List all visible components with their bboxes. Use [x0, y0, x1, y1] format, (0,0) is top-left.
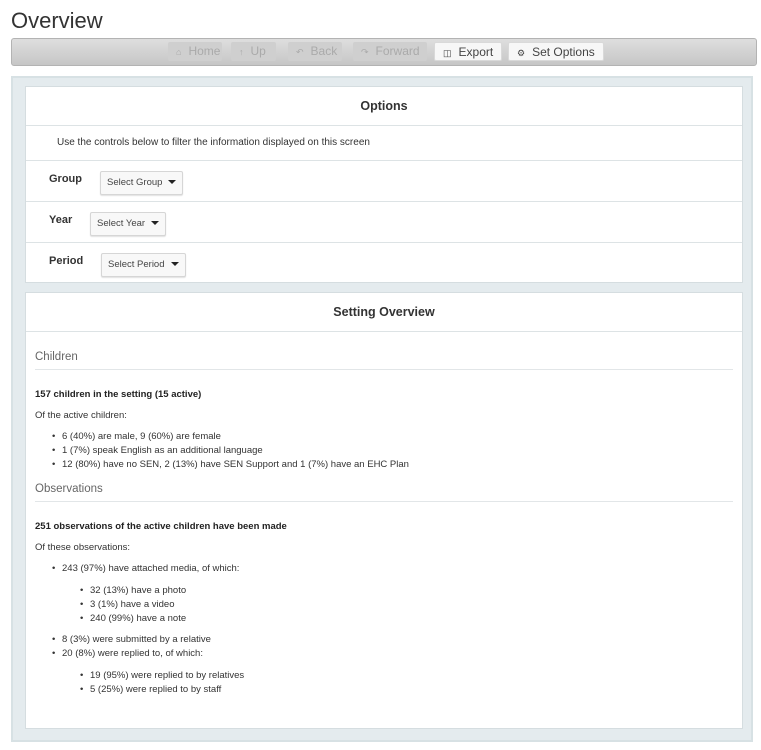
list-item: • 8 (3%) were submitted by a relative — [62, 633, 211, 647]
group-select-label: Select Group — [107, 177, 163, 188]
caret-down-icon — [151, 221, 159, 225]
list-item: • 3 (1%) have a video — [90, 598, 186, 612]
forward-label: Forward — [375, 44, 420, 58]
replied-sublist — [90, 669, 244, 697]
caret-down-icon — [168, 180, 176, 184]
set-options-label: Set Options — [532, 45, 595, 59]
gear-icon: ⚙ — [517, 48, 526, 58]
up-label: Up — [250, 44, 266, 58]
list-item: • 32 (13%) have a photo — [90, 584, 186, 598]
export-label: Export — [458, 45, 494, 59]
back-button — [288, 42, 342, 61]
toolbar — [11, 38, 757, 66]
set-options-button[interactable] — [508, 42, 604, 61]
list-item: • 240 (99%) have a note — [90, 612, 186, 626]
observations-list — [62, 562, 239, 576]
options-panel — [25, 86, 743, 283]
children-summary: 157 children in the setting (15 active) — [35, 389, 202, 400]
overview-panel — [25, 292, 743, 729]
group-row — [26, 161, 742, 202]
children-list — [62, 430, 409, 472]
list-item: • 5 (25%) were replied to by staff — [90, 683, 244, 697]
year-label: Year — [49, 214, 73, 226]
home-icon: ⌂ — [176, 47, 182, 57]
forward-button — [353, 42, 427, 61]
year-select-label: Select Year — [97, 218, 146, 229]
home-label: Home — [188, 44, 221, 58]
export-button[interactable] — [434, 42, 502, 61]
period-select-label: Select Period — [108, 259, 165, 270]
back-arrow-icon: ↶ — [296, 47, 304, 57]
home-button — [168, 42, 222, 61]
period-select[interactable] — [101, 253, 186, 277]
observations-heading: Observations — [35, 483, 733, 502]
list-item: • 20 (8%) were replied to, of which: — [62, 647, 211, 661]
observations-list-2 — [62, 633, 211, 661]
group-select[interactable] — [100, 171, 183, 195]
document-icon: ◫ — [443, 48, 452, 58]
media-sublist — [90, 584, 186, 626]
page-title: Overview — [11, 8, 103, 33]
options-title: Options — [26, 87, 742, 126]
children-intro: Of the active children: — [35, 410, 127, 421]
children-heading: Children — [35, 351, 733, 370]
period-row — [26, 243, 742, 283]
forward-arrow-icon: ↷ — [361, 47, 369, 57]
list-item: • 12 (80%) have no SEN, 2 (13%) have SEN Support and 1 (7%) have an EHC Plan — [62, 458, 409, 472]
back-label: Back — [310, 44, 338, 58]
up-button — [231, 42, 276, 61]
period-label: Period — [49, 255, 84, 267]
year-select[interactable] — [90, 212, 166, 236]
caret-down-icon — [171, 262, 179, 266]
observations-intro: Of these observations: — [35, 542, 131, 553]
up-arrow-icon: ↑ — [239, 47, 244, 57]
observations-summary: 251 observations of the active children have been made — [35, 521, 287, 532]
options-description: Use the controls below to filter the information displayed on this screen — [26, 126, 742, 161]
list-item: • 243 (97%) have attached media, of which: — [62, 562, 239, 576]
year-row — [26, 202, 742, 243]
overview-title: Setting Overview — [26, 293, 742, 332]
list-item: • 1 (7%) speak English as an additional language — [62, 444, 409, 458]
list-item: • 6 (40%) are male, 9 (60%) are female — [62, 430, 409, 444]
list-item: • 19 (95%) were replied to by relatives — [90, 669, 244, 683]
group-label: Group — [49, 173, 82, 185]
